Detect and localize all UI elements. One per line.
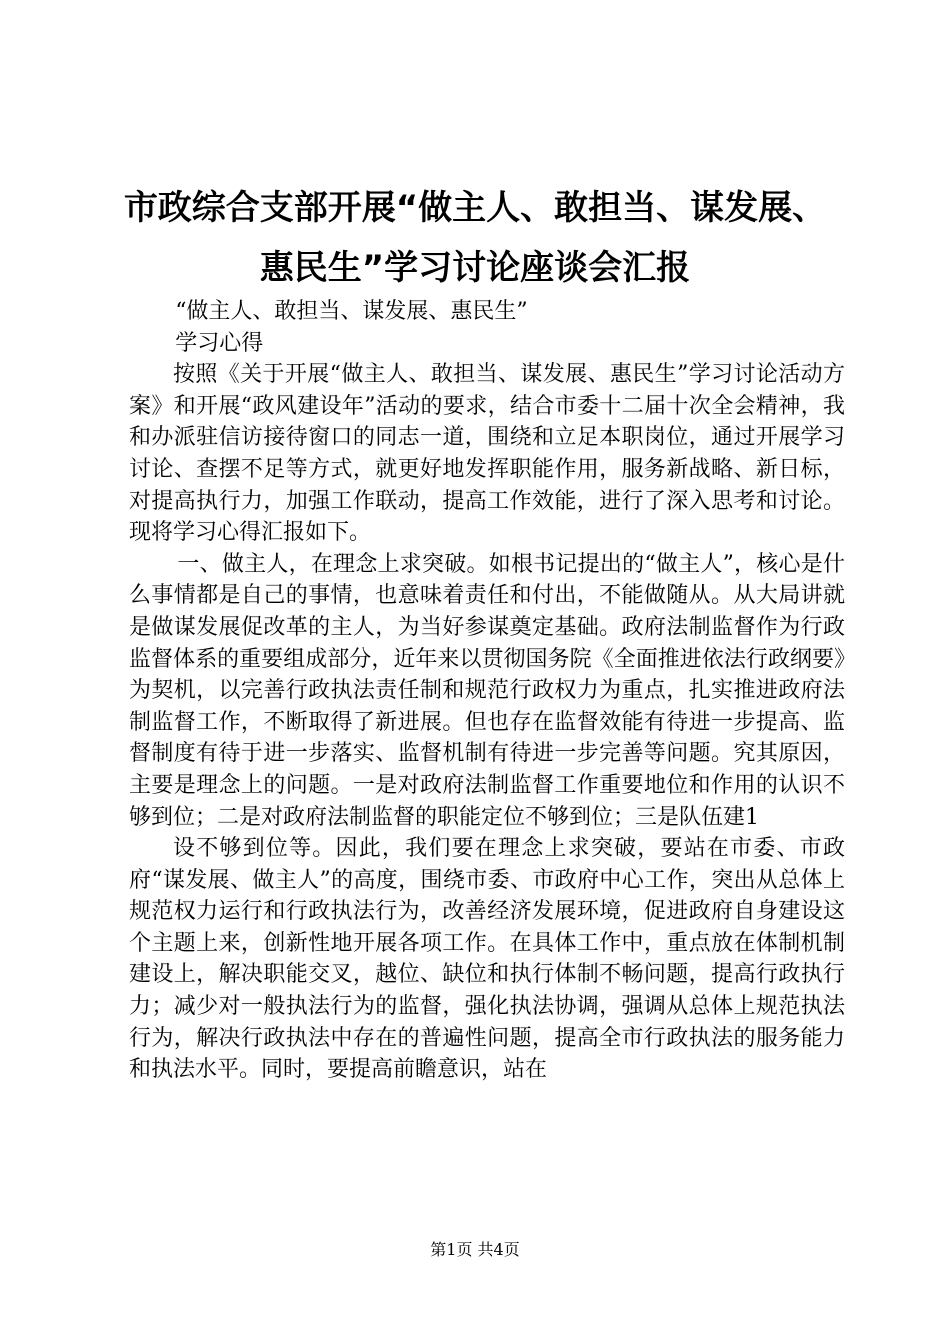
subtitle-line-1: “做主人、敢担当、谋发展、惠民生”: [175, 299, 528, 324]
page-number-label: 第1页 共4页: [430, 1240, 520, 1259]
subtitle-line-2: 学习心得: [175, 330, 264, 356]
paragraph: 按照《关于开展“做主人、敢担当、谋发展、惠民生”学习讨论活动方案》和开展“政风建设年”活动的要求，结合市委十二届十次全会精神，我和办派驻信访接待窗口的同志一道，围绕和立足本职岗位，通过开展学习讨论、查摆不足等方式，就更好地发挥职能作用，服务新战略、新日标，对提高执行力，加强工作联动，提高工作效能，进行了深入思考和讨论。现将学习心得汇报如下。: [129, 362, 845, 546]
paragraph: 设不够到位等。因此，我们要在理念上求突破，要站在市委、市政府“谋发展、做主人”的高度，围绕市委、市政府中心工作，突出从总体上规范权力运行和行政执法行为，改善经济发展环境，促进政府自身建设这个主题上来，创新性地开展各项工作。在具体工作中，重点放在体制机制建设上，解决职能交叉，越位、缺位和执行体制不畅问题，提高行政执行力；减少对一般执法行为的监督，强化执法协调，强调从总体上规范执法行为，解决行政执法中存在的普遍性问题，提高全市行政执法的服务能力和执法水平。同时，要提高前瞻意识，站在: [129, 836, 845, 1083]
page-footer: [0, 1240, 950, 1260]
document-title-line-1: 市政综合支部开展“做主人、敢担当、谋发展、: [123, 188, 827, 228]
document-body: [129, 296, 845, 1086]
paragraph: 一、做主人，在理念上求突破。如根书记提出的“做主人”，核心是什么事情都是自己的事情，也意味着责任和付出，不能做随从。从大局讲就是做谋发展促改革的主人，为当好参谋奠定基础。政府法制监督作为行政监督体系的重要组成部分，近年来以贯彻国务院《全面推进依法行政纲要》为契机，以完善行政执法责任制和规范行政权力为重点，扎实推进政府法制监督工作，不断取得了新进展。但也存在监督效能有待进一步提高、监督制度有待于进一步落实、监督机制有待进一步完善等问题。究其原因，主要是理念上的问题。一是对政府法制监督工作重要地位和作用的认识不够到位；二是对政府法制监督的职能定位不够到位；三是队伍建1: [129, 551, 845, 830]
document-title-line-2: 惠民生”学习讨论座谈会汇报: [259, 248, 691, 288]
